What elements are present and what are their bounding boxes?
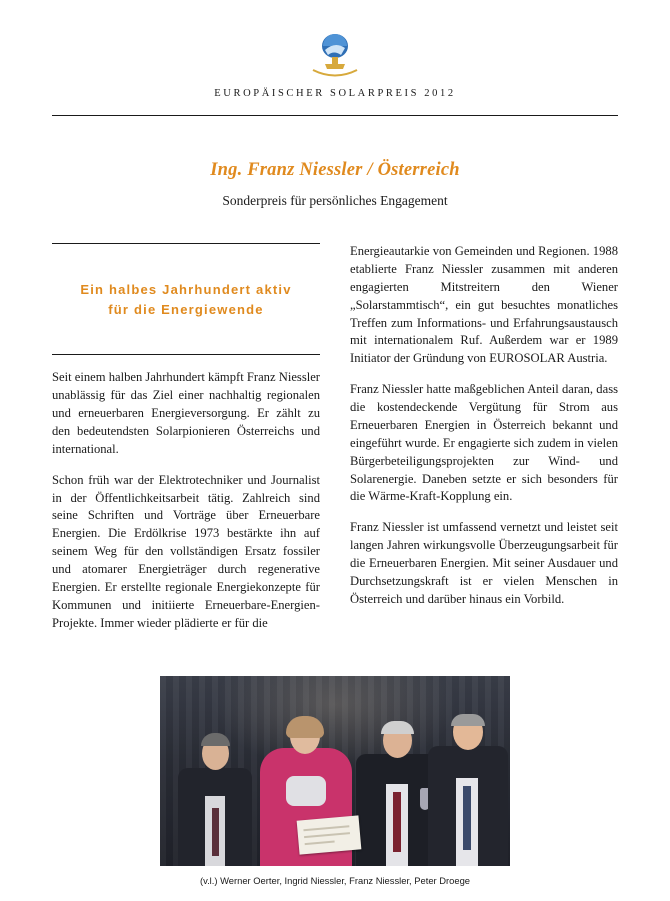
photo-caption: (v.l.) Werner Oerter, Ingrid Niessler, Franz Niessler, Peter Droege <box>199 875 471 886</box>
page-header <box>52 0 618 116</box>
photo-block <box>160 676 510 886</box>
kicker-divider <box>52 354 320 355</box>
solar-prize-trophy-logo <box>307 30 363 78</box>
left-paragraph-1: Seit einem halben Jahrhundert kämpft Franz Niessler unablässig für das Ziel einer nachhaltig regionalen und erneuerbaren Energieversorgung. Er zählt zu den bedeutendsten Solarpionieren Österreichs und international. <box>52 370 320 456</box>
kicker-line-2: für die Energiewende <box>108 302 264 318</box>
left-column <box>52 243 320 633</box>
kicker-line-1: Ein halbes Jahrhundert aktiv <box>80 282 292 297</box>
section-kicker <box>52 280 320 320</box>
award-subtitle: Sonderpreis für persönliches Engagement <box>222 193 448 208</box>
photo-certificate <box>297 815 362 854</box>
header-title: EUROPÄISCHER SOLARPREIS 2012 <box>214 88 456 99</box>
award-ceremony-photo <box>160 676 510 866</box>
photo-person-1 <box>178 738 252 866</box>
right-column <box>350 243 618 633</box>
laureate-name: Ing. Franz Niessler / Österreich <box>210 160 460 180</box>
header-divider <box>52 115 618 116</box>
right-paragraph-1: Energieautarkie von Gemeinden und Regionen. 1988 etablierte Franz Niessler zusammen mit anderen engagierten Mitstreitern den Wiener „Solarstammtisch“, ein gut besuchtes monatliches Treffen zum Informations- und Erfahrungsaustausch mit internationalem Ruf. Außerdem war er 1989 Initiator der Gründung von EUROSOLAR Austria. <box>350 244 618 366</box>
right-paragraph-2: Franz Niessler hatte maßgeblichen Anteil daran, dass die kostendeckende Vergütung für Strom aus Erneuerbaren Energien in Österreich bekannt und eingeführt wurde. Er engagierte sich zudem in vielen Bürgerbeteiligungsprojekten zur Wind- und Solarenergie. Daneben setzte er sich besonders für die Wärme-Kraft-Kopplung ein. <box>350 382 618 504</box>
left-column-top-rule <box>52 243 320 244</box>
left-paragraph-2: Schon früh war der Elektrotechniker und Journalist in der Öffentlichkeitsarbeit tätig. Zahlreich sind seine Schriften und Vorträge über Erneuerbare Energien. Die Erdölkrise 1973 bestärkte ihn auf seinem Weg für den vollständigen Ersatz fossiler und atomarer Energieträger durch regenerative Energien. Er erstellte regionale Energiekonzepte für Kommunen und initiierte Erneuerbare-Energien-Projekte. Immer wieder plädierte er für die <box>52 472 320 630</box>
article-columns <box>52 243 618 633</box>
right-paragraph-3: Franz Niessler ist umfassend vernetzt und leistet seit langen Jahren wirkungsvolle Überzeugungsarbeit für die Erneuerbaren Energien. Mit seiner Ausdauer und Durchsetzungskraft ist er vielen Menschen in Österreich und darüber hinaus ein Vorbild. <box>350 520 618 606</box>
photo-person-4 <box>428 714 508 866</box>
title-block <box>52 160 618 209</box>
